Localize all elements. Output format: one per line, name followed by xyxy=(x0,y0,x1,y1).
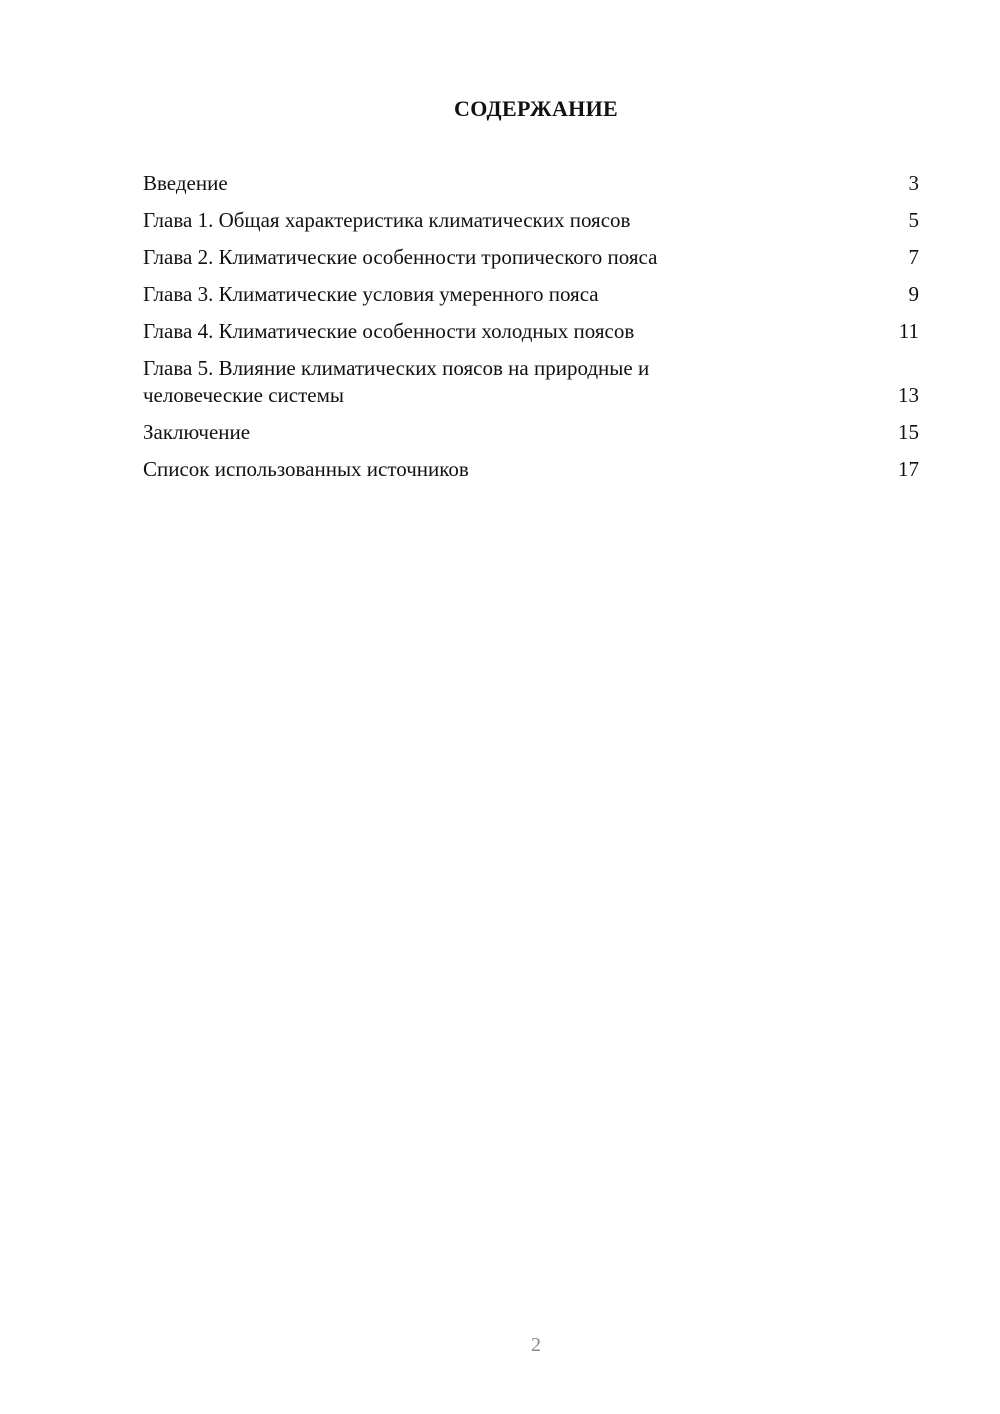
toc-entry-chapter-1 xyxy=(143,207,919,234)
toc-entry-label: Список использованных источников xyxy=(143,457,469,481)
toc-entry-label: Заключение xyxy=(143,420,251,444)
page-number: 2 xyxy=(531,1334,541,1356)
toc-entry-label: Глава 3. Климатические условия умеренного пояса xyxy=(143,282,599,306)
toc-entry-label: Введение xyxy=(143,171,228,195)
toc-entry-introduction xyxy=(143,170,919,197)
toc-entry-conclusion xyxy=(143,419,919,446)
toc-entry-chapter-2 xyxy=(143,244,919,271)
toc-entry-label: Глава 2. Климатические особенности тропического пояса xyxy=(143,245,658,269)
toc-entry-label: Глава 5. Влияние климатических поясов на природные и человеческие системы xyxy=(143,356,650,407)
toc-entry-label: Глава 4. Климатические особенности холодных поясов xyxy=(143,319,635,343)
toc-entry-page: 17 xyxy=(898,457,919,481)
toc-entry-page: 13 xyxy=(898,383,919,407)
toc-entry-page: 9 xyxy=(908,282,919,306)
toc-entry-chapter-4 xyxy=(143,318,919,345)
toc-entry-label: Глава 1. Общая характеристика климатических поясов xyxy=(143,208,631,232)
toc-entry-chapter-5 xyxy=(143,355,919,409)
toc-entry-page: 11 xyxy=(898,319,919,343)
toc-entry-page: 3 xyxy=(908,171,919,195)
toc-entry-page: 5 xyxy=(908,208,919,232)
toc-entry-page: 15 xyxy=(898,420,919,444)
toc-entry-references xyxy=(143,456,919,483)
toc-entry-page: 7 xyxy=(908,245,919,269)
toc-entry-chapter-3 xyxy=(143,281,919,308)
toc-title: СОДЕРЖАНИЕ xyxy=(454,96,618,121)
table-of-contents xyxy=(143,170,919,493)
